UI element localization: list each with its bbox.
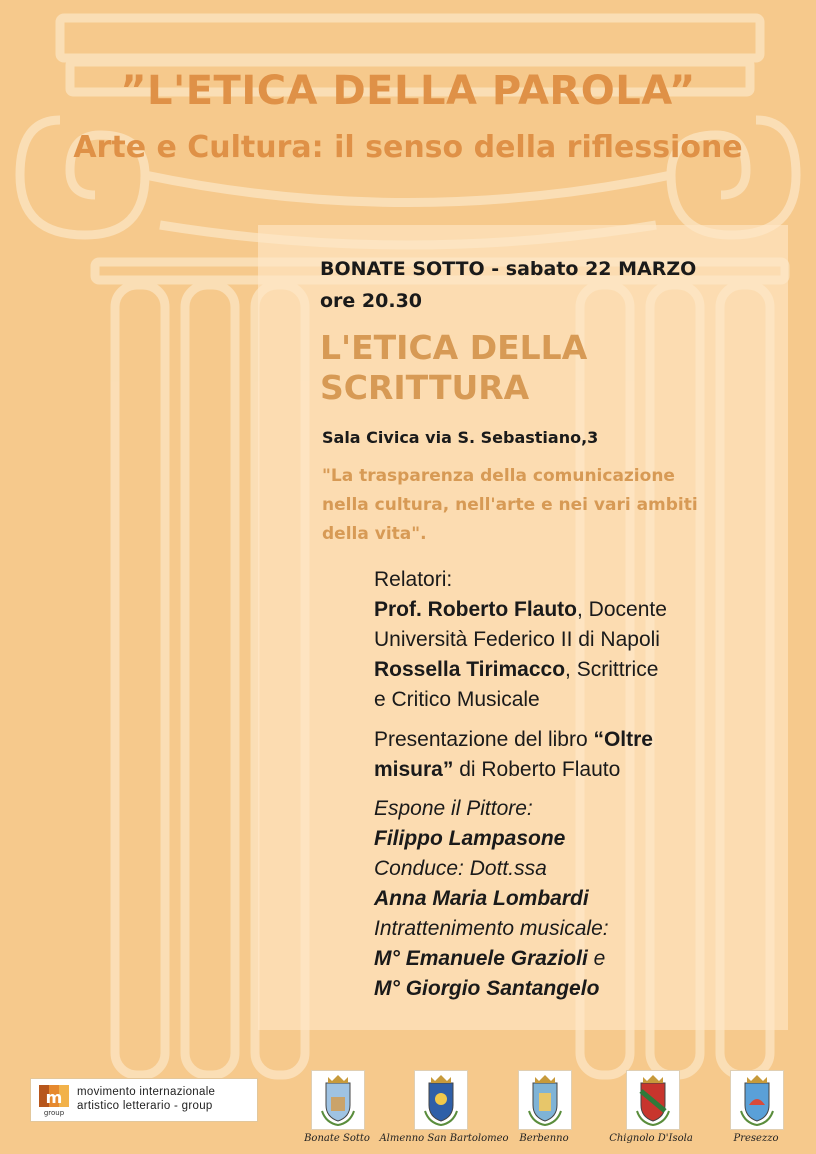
book-title-b: misura”	[374, 758, 454, 781]
town-label-almenno: Almenno San Bartolomeo	[379, 1133, 509, 1144]
subtitle: Arte e Cultura: il senso della riflessione	[73, 130, 743, 165]
credits-block	[374, 794, 774, 1004]
town-label-chignolo: Chignolo D'Isola	[609, 1133, 693, 1144]
music-and: e	[587, 947, 606, 970]
town-label-berbenno: Berbenno	[519, 1133, 569, 1144]
crest-icon	[312, 1071, 364, 1129]
speaker1-role-b: Università Federico II di Napoli	[374, 628, 660, 651]
mial-logo-icon	[37, 1083, 71, 1117]
host-label: Conduce: Dott.ssa	[374, 857, 547, 880]
event-heading-line2: SCRITTURA	[320, 368, 530, 407]
event-time-line: ore 20.30	[320, 290, 423, 312]
crest-icon	[519, 1071, 571, 1129]
crest-chignolo	[626, 1070, 680, 1130]
venue: Sala Civica via S. Sebastiano,3	[322, 428, 599, 447]
town-label-bonate-sotto: Bonate Sotto	[304, 1133, 370, 1144]
book-prefix: Presentazione del libro	[374, 728, 594, 751]
music-label: Intrattenimento musicale:	[374, 917, 609, 940]
event-heading-line1: L'ETICA DELLA	[320, 328, 588, 367]
painter-name: Filippo Lampasone	[374, 827, 566, 850]
music-name1: M° Emanuele Grazioli	[374, 947, 588, 970]
book-title-a: “Oltre	[593, 728, 653, 751]
speakers-block	[374, 565, 774, 715]
event-date-line: BONATE SOTTO - sabato 22 MARZO	[320, 258, 697, 280]
music-name2: M° Giorgio Santangelo	[374, 977, 600, 1000]
speaker2-role-a: , Scrittrice	[565, 658, 659, 681]
town-label-presezzo: Presezzo	[733, 1133, 779, 1144]
crest-bonate-sotto	[311, 1070, 365, 1130]
book-presentation	[374, 725, 774, 785]
host-name: Anna Maria Lombardi	[374, 887, 589, 910]
quote-line1: "La trasparenza della comunicazione	[322, 466, 675, 486]
logo-mark-small: group	[43, 1109, 65, 1117]
organization-logo	[30, 1078, 258, 1122]
speaker1-role-a: , Docente	[577, 598, 667, 621]
event-quote	[322, 462, 762, 549]
logo-text-line2: artistico letterario - group	[77, 1100, 213, 1112]
book-suffix: di Roberto Flauto	[453, 758, 621, 781]
crest-almenno	[414, 1070, 468, 1130]
speaker2-role-b: e Critico Musicale	[374, 688, 540, 711]
crest-icon	[415, 1071, 467, 1129]
logo-text-line1: movimento internazionale	[77, 1086, 216, 1098]
crest-icon	[627, 1071, 679, 1129]
crest-presezzo	[730, 1070, 784, 1130]
quote-line3: della vita".	[322, 524, 427, 544]
logo-mark-text: m	[45, 1088, 63, 1107]
main-title: ”L'ETICA DELLA PAROLA”	[120, 68, 696, 114]
crest-berbenno	[518, 1070, 572, 1130]
painter-label: Espone il Pittore:	[374, 797, 533, 820]
speakers-label: Relatori:	[374, 568, 453, 591]
event-heading	[320, 328, 740, 408]
speaker1-name: Prof. Roberto Flauto	[374, 598, 577, 621]
quote-line2: nella cultura, nell'arte e nei vari ambiti	[322, 495, 698, 515]
speaker2-name: Rossella Tirimacco	[374, 658, 566, 681]
crest-icon	[731, 1071, 783, 1129]
